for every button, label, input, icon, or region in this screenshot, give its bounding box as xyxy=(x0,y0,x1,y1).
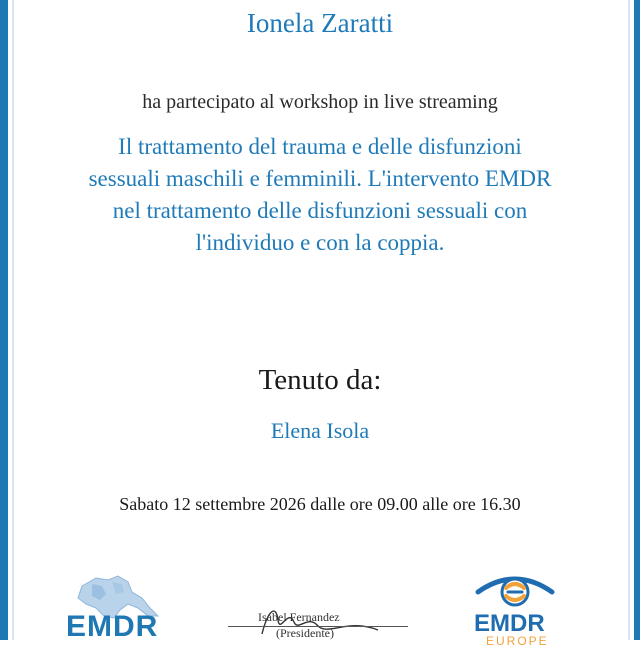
eye-logo-icon xyxy=(470,570,560,610)
emdr-europe-logo-subtext: EUROPE xyxy=(486,634,549,648)
recipient-name: Ionela Zaratti xyxy=(246,8,394,38)
signature-block xyxy=(228,600,408,640)
speaker-name: Elena Isola xyxy=(270,418,370,443)
signer-role: (Presidente) xyxy=(276,626,334,640)
signer-name: Isabel Fernandez xyxy=(258,610,340,624)
course-title xyxy=(40,131,600,259)
emdr-europe-logo-text: EMDR xyxy=(474,610,545,637)
emdr-logo-text: EMDR xyxy=(66,610,159,643)
course-title-line: sessuali maschili e femminili. L'intervento EMDR xyxy=(88,166,552,191)
emdr-europe-logo xyxy=(470,570,560,648)
event-date: Sabato 12 settembre 2026 dalle ore 09.00 alle ore 16.30 xyxy=(119,494,521,514)
course-title-line: nel trattamento delle disfunzioni sessuali con xyxy=(112,198,528,223)
emdr-italia-logo xyxy=(62,572,172,643)
course-title-line: Il trattamento del trauma e delle disfunzioni xyxy=(118,134,522,159)
participation-statement: ha partecipato al workshop in live streaming xyxy=(142,91,498,113)
held-by-label: Tenuto da: xyxy=(258,364,382,396)
course-title-line: l'individuo e con la coppia. xyxy=(195,230,445,255)
